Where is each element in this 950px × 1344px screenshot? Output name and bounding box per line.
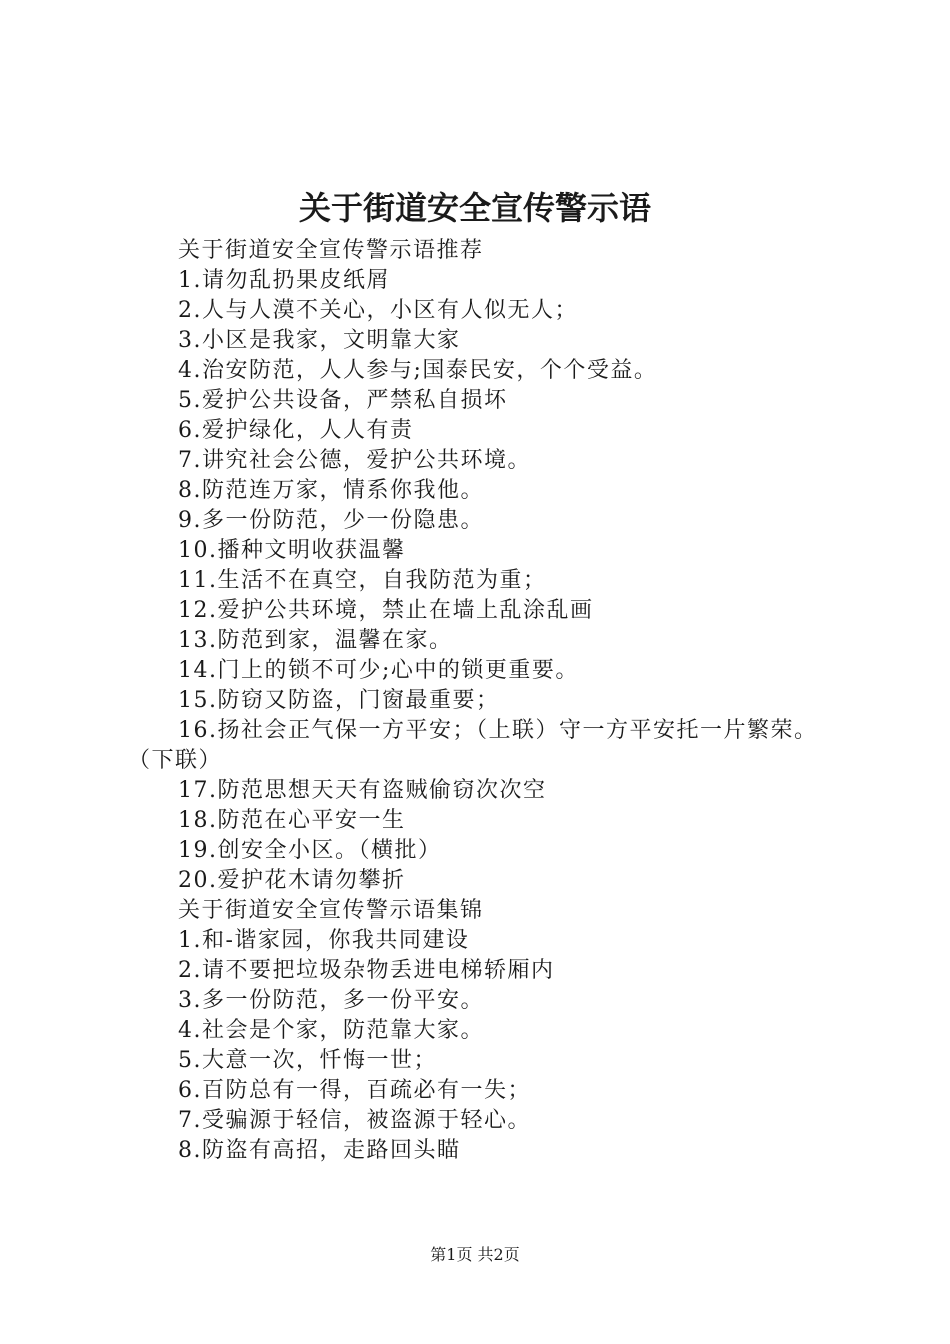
list-item: 16.扬社会正气保一方平安；（上联）守一方平安托一片繁荣。（下联）: [128, 718, 818, 773]
list-item: 9.多一份防范，少一份隐患。: [178, 508, 484, 533]
list-item: 4.社会是个家，防范靠大家。: [178, 1018, 484, 1043]
list-item: 5.爱护公共设备，严禁私自损坏: [178, 388, 508, 413]
list-item: 2.人与人漠不关心，小区有人似无人；: [178, 298, 578, 323]
document-title: 关于街道安全宣传警示语: [298, 189, 651, 227]
list-item: 18.防范在心平安一生: [178, 808, 406, 833]
list-item: 13.防范到家，温馨在家。: [178, 628, 453, 653]
list-item: 6.爱护绿化，人人有责: [178, 418, 414, 443]
section-heading: 关于街道安全宣传警示语集锦: [178, 898, 484, 923]
list-item: 20.爱护花木请勿攀折: [178, 868, 406, 893]
list-item: 8.防范连万家，情系你我他。: [178, 478, 484, 503]
list-item: 1.和-谐家园，你我共同建设: [178, 928, 470, 953]
list-item: 5.大意一次，忏悔一世；: [178, 1048, 437, 1073]
document-body: [128, 236, 833, 1166]
list-item: 8.防盗有高招，走路回头瞄: [178, 1138, 461, 1163]
list-item: 4.治安防范，人人参与;国泰民安，个个受益。: [178, 358, 658, 383]
list-item: 15.防窃又防盗，门窗最重要；: [178, 688, 500, 713]
list-item: 14.门上的锁不可少;心中的锁更重要。: [178, 658, 579, 683]
list-item: 1.请勿乱扔果皮纸屑: [178, 268, 390, 293]
list-item: 19.创安全小区。（横批）: [178, 838, 442, 863]
page-footer: 第1页 共2页: [430, 1245, 520, 1264]
list-item: 10.播种文明收获温馨: [178, 538, 406, 563]
list-item: 7.讲究社会公德，爱护公共环境。: [178, 448, 531, 473]
list-item: 17.防范思想天天有盗贼偷窃次次空: [178, 778, 547, 803]
list-item: 3.小区是我家，文明靠大家: [178, 328, 461, 353]
list-item: 6.百防总有一得，百疏必有一失；: [178, 1078, 531, 1103]
list-item: 2.请不要把垃圾杂物丢进电梯轿厢内: [178, 958, 555, 983]
list-item: 11.生活不在真空，自我防范为重；: [178, 568, 547, 593]
list-item: 12.爱护公共环境，禁止在墙上乱涂乱画: [178, 598, 594, 623]
section-heading: 关于街道安全宣传警示语推荐: [178, 238, 484, 263]
list-item: 3.多一份防范，多一份平安。: [178, 988, 484, 1013]
list-item: 7.受骗源于轻信，被盗源于轻心。: [178, 1108, 531, 1133]
